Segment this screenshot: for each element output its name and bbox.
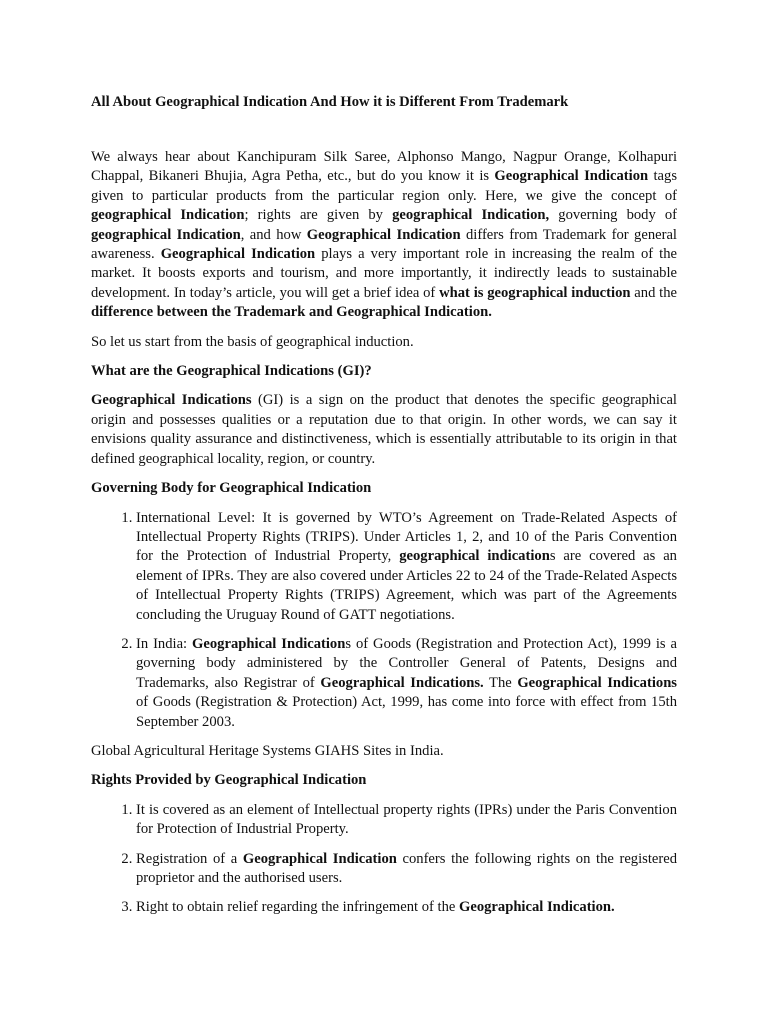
giahs-paragraph: Global Agricultural Heritage Systems GIAHS Sites in India. — [91, 742, 444, 759]
governing-heading: Governing Body for Geographical Indication — [91, 480, 372, 497]
list-item: 1. International Level: It is governed by WTO’s Agreement on Trade-Related Aspects of Intellectual Property Rights (TRIPS). Under Articles 1, 2, and 10 of the Paris Convention for the Protection of Industrial Property, geographical indications are covered as an element of IPRs. They are also covered under Articles 22 to 24 of the Trade-Related Aspects of Intellectual Property Rights (TRIPS) Agreement, which was part of the Agreements concluding the Uruguay Round of GATT negotiations. — [136, 509, 677, 625]
list-item: 2. In India: Geographical Indications of Goods (Registration and Protection Act), 1999 is a governing body administered by the Controller General of Patents, Designs and Trademarks, also Registrar of Geographical Indications. The Geographical Indications of Goods (Registration & Protection) Act, 1999, has come into force with effect from 15th September 2003. — [136, 635, 677, 732]
what-paragraph: Geographical Indications (GI) is a sign on the product that denotes the specific geographical origin and possesses qualities or a reputation due to that origin. In other words, we can say it envisions quality assurance and distinctiveness, which is essentially attributable to its origin in that defined geographical locality, region, or country. — [91, 392, 677, 467]
list-item: 1. It is covered as an element of Intellectual property rights (IPRs) under the Paris Convention for Protection of Industrial Property. — [136, 801, 677, 840]
what-heading: What are the Geographical Indications (GI)? — [91, 363, 372, 380]
list-item: 2. Registration of a Geographical Indication confers the following rights on the registered proprietor and the authorised users. — [136, 850, 677, 889]
governing-list — [91, 509, 677, 732]
intro-paragraph: We always hear about Kanchipuram Silk Saree, Alphonso Mango, Nagpur Orange, Kolhapuri Chappal, Bikaneri Bhujia, Agra Petha, etc., but do you know it is Geographical Indication tags given to particular products from the particular region only. Here, we give the concept of geographical Indication; rights are given by geographical Indication, governing body of geographical Indication, and how Geographical Indication differs from Trademark for general awareness. Geographical Indication plays a very important role in increasing the realm of the market. It boosts exports and tourism, and more importantly, it indirectly leads to sustainable development. In today’s article, you will get a brief idea of what is geographical induction and the difference between the Trademark and Geographical Indication. — [91, 149, 678, 321]
document-title: All About Geographical Indication And How it is Different From Trademark — [91, 94, 569, 110]
list-item: 3. Right to obtain relief regarding the infringement of the Geographical Indication. — [136, 898, 677, 917]
rights-heading: Rights Provided by Geographical Indication — [91, 772, 367, 789]
start-paragraph: So let us start from the basis of geographical induction. — [91, 333, 414, 350]
rights-list — [91, 801, 677, 918]
document-body — [91, 93, 677, 928]
